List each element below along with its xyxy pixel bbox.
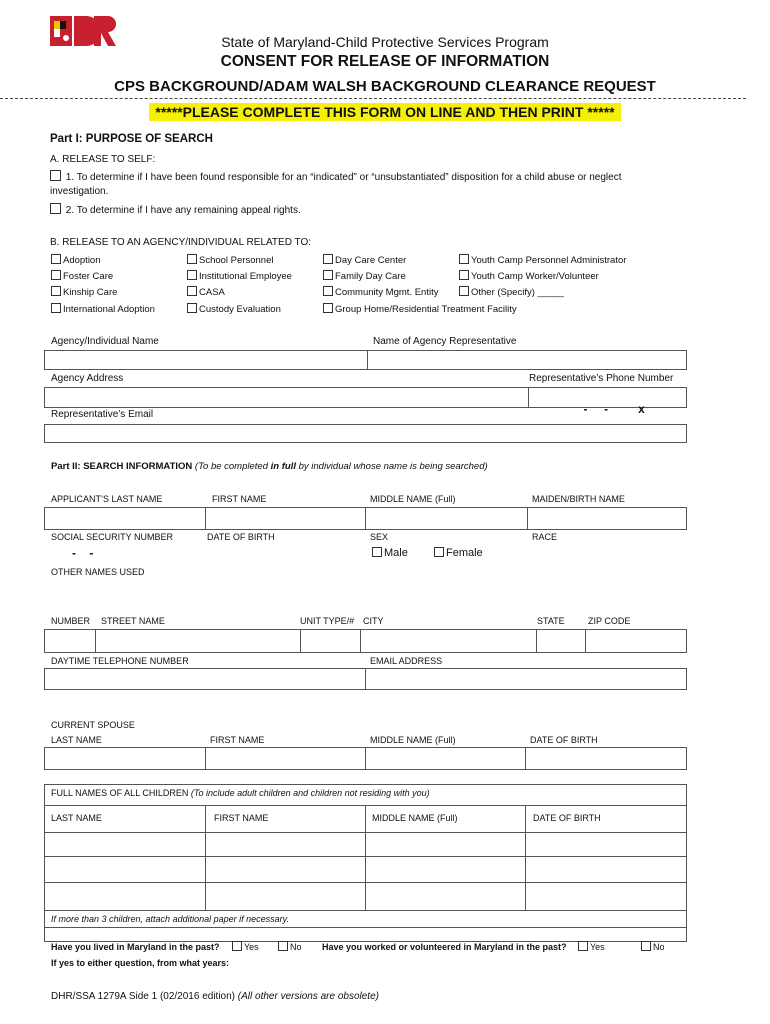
rep-phone-field[interactable]: [529, 388, 686, 416]
lived-yes-option[interactable]: Yes: [232, 941, 259, 952]
spouse-dob-field[interactable]: [526, 748, 686, 769]
spouse-first-name-field[interactable]: [206, 748, 364, 769]
daytime-phone-field[interactable]: [45, 669, 364, 689]
address-number-field[interactable]: [45, 630, 94, 652]
spouse-middle-name-label: MIDDLE NAME (Full): [370, 735, 456, 745]
child-dob-label: DATE OF BIRTH: [533, 813, 601, 823]
applicant-first-name-field[interactable]: [206, 508, 364, 529]
option-2-row: [50, 203, 301, 216]
phone-mask: - - x: [583, 402, 645, 416]
part2-note-b: in full: [270, 461, 296, 472]
address-zip-label: ZIP CODE: [588, 616, 631, 626]
agency-address-field[interactable]: [45, 388, 528, 407]
address-city-field[interactable]: [361, 630, 535, 652]
rep-name-field[interactable]: [368, 351, 686, 369]
address-state-field[interactable]: [537, 630, 584, 652]
lived-no-option[interactable]: No: [278, 941, 302, 952]
checkbox-custody-evaluation[interactable]: Custody Evaluation: [187, 303, 281, 315]
option-1-row: [50, 170, 690, 199]
checkbox-other-specify[interactable]: Other (Specify) _____: [459, 286, 564, 298]
obsolete-note: (All other versions are obsolete): [237, 991, 379, 1002]
spouse-last-name-field[interactable]: [45, 748, 204, 769]
checkbox-community-mgmt-entity[interactable]: Community Mgmt. Entity: [323, 286, 438, 298]
applicant-last-name-field[interactable]: [45, 508, 204, 529]
option-1-text: 1. To determine if I have been found responsible for an “indicated” or “unsubstantiated” disposition for a child abuse or neglect: [65, 172, 622, 183]
form-id: DHR/SSA 1279A Side 1 (02/2016 edition): [51, 991, 238, 1002]
rep-email-label: Representative’s Email: [51, 409, 154, 420]
worked-yes-option[interactable]: Yes: [578, 941, 605, 952]
child-first-name-label: FIRST NAME: [214, 813, 269, 823]
checkbox-casa[interactable]: CASA: [187, 286, 225, 298]
part2-note-a: (To be completed: [194, 461, 271, 472]
header-divider: [0, 98, 746, 99]
rep-email-field[interactable]: [44, 424, 687, 443]
part2-note-c: by individual whose name is being searched): [295, 461, 488, 472]
years-question: If yes to either question, from what years:: [51, 958, 230, 968]
checkbox-adoption[interactable]: Adoption: [51, 254, 101, 266]
address-state-label: STATE: [537, 616, 565, 626]
option-2-checkbox[interactable]: [50, 203, 61, 214]
option-1-checkbox[interactable]: [50, 170, 61, 181]
child-row[interactable]: [45, 883, 686, 909]
address-street-field[interactable]: [96, 630, 299, 652]
spouse-middle-name-field[interactable]: [366, 748, 524, 769]
checkbox-school-personnel[interactable]: School Personnel: [187, 254, 273, 266]
checkbox-youth-camp-worker[interactable]: Youth Camp Worker/Volunteer: [459, 270, 599, 282]
checkbox-kinship-care[interactable]: Kinship Care: [51, 286, 117, 298]
checkbox-international-adoption[interactable]: International Adoption: [51, 303, 155, 315]
child-middle-name-label: MIDDLE NAME (Full): [372, 813, 458, 823]
applicant-first-name-label: FIRST NAME: [212, 494, 267, 504]
children-heading: FULL NAMES OF ALL CHILDREN (To include adult children and children not residing with you): [51, 788, 430, 798]
form-title: CONSENT FOR RELEASE OF INFORMATION: [220, 53, 550, 70]
child-last-name-label: LAST NAME: [51, 813, 102, 823]
phone-email-row: [44, 668, 687, 690]
race-label: RACE: [532, 532, 558, 542]
address-row: [44, 629, 687, 653]
more-children-note: If more than 3 children, attach additional paper if necessary.: [51, 914, 289, 924]
part1-heading: Part I: PURPOSE OF SEARCH: [50, 133, 213, 145]
address-street-label: STREET NAME: [101, 616, 165, 626]
checkbox-group-home[interactable]: Group Home/Residential Treatment Facility: [323, 303, 517, 315]
section-b-label: B. RELEASE TO AN AGENCY/INDIVIDUAL RELATED TO:: [50, 237, 312, 248]
agency-name-label: Agency/Individual Name: [51, 336, 159, 347]
applicant-name-row: [44, 507, 687, 530]
option-2-text: 2. To determine if I have any remaining appeal rights.: [65, 205, 301, 216]
address-unit-label: UNIT TYPE/#: [300, 616, 355, 626]
applicant-last-name-label: APPLICANT’S LAST NAME: [51, 494, 163, 504]
spouse-dob-label: DATE OF BIRTH: [530, 735, 598, 745]
checkbox-youth-camp-admin[interactable]: Youth Camp Personnel Administrator: [459, 254, 626, 266]
spouse-row: [44, 747, 687, 770]
sex-female-option[interactable]: Female: [434, 547, 483, 559]
applicant-middle-name-label: MIDDLE NAME (Full): [370, 494, 456, 504]
children-table: [44, 784, 687, 942]
online-print-banner: *****PLEASE COMPLETE THIS FORM ON LINE AND THEN PRINT *****: [149, 103, 620, 121]
address-unit-field[interactable]: [301, 630, 359, 652]
spouse-first-name-label: FIRST NAME: [210, 735, 265, 745]
spouse-last-name-label: LAST NAME: [51, 735, 102, 745]
agency-address-label: Agency Address: [51, 373, 124, 384]
agency-name-row: [44, 350, 687, 370]
email-address-label: EMAIL ADDRESS: [370, 656, 443, 666]
checkbox-day-care-center[interactable]: Day Care Center: [323, 254, 406, 266]
checkbox-family-day-care[interactable]: Family Day Care: [323, 270, 406, 282]
applicant-maiden-name-field[interactable]: [528, 508, 686, 529]
sex-male-option[interactable]: Male: [372, 547, 408, 559]
dob-label: DATE OF BIRTH: [207, 532, 275, 542]
agency-name-field[interactable]: [45, 351, 367, 369]
child-row[interactable]: [45, 833, 686, 855]
worked-in-maryland-question: Have you worked or volunteered in Maryland in the past?: [322, 942, 567, 952]
checkbox-institutional-employee[interactable]: Institutional Employee: [187, 270, 292, 282]
rep-name-label: Name of Agency Representative: [373, 336, 517, 347]
form-footer: [51, 991, 379, 1002]
checkbox-foster-care[interactable]: Foster Care: [51, 270, 113, 282]
program-name: State of Maryland-Child Protective Services Program: [221, 34, 549, 50]
ssn-label: SOCIAL SECURITY NUMBER: [51, 532, 174, 542]
other-names-label: OTHER NAMES USED: [51, 567, 145, 577]
part2-heading-row: [51, 461, 488, 472]
address-zip-field[interactable]: [586, 630, 686, 652]
ssn-mask[interactable]: - -: [72, 546, 94, 560]
lived-in-maryland-question: Have you lived in Maryland in the past?: [51, 942, 220, 952]
daytime-phone-label: DAYTIME TELEPHONE NUMBER: [51, 656, 189, 666]
banner-row: [0, 104, 770, 122]
worked-no-option[interactable]: No: [641, 941, 665, 952]
applicant-maiden-name-label: MAIDEN/BIRTH NAME: [532, 494, 625, 504]
rep-phone-label: Representative’s Phone Number: [529, 373, 674, 384]
child-row[interactable]: [45, 857, 686, 881]
applicant-middle-name-field[interactable]: [366, 508, 526, 529]
address-number-label: NUMBER: [51, 616, 91, 626]
section-a-label: A. RELEASE TO SELF:: [50, 154, 156, 165]
part2-heading: Part II: SEARCH INFORMATION: [51, 461, 193, 472]
spouse-heading: CURRENT SPOUSE: [51, 720, 135, 730]
address-city-label: CITY: [363, 616, 384, 626]
sex-label: SEX: [370, 532, 389, 542]
form-subtitle: CPS BACKGROUND/ADAM WALSH BACKGROUND CLEARANCE REQUEST: [114, 78, 656, 95]
option-1-text-cont: investigation.: [50, 186, 109, 197]
email-address-field[interactable]: [366, 669, 686, 689]
